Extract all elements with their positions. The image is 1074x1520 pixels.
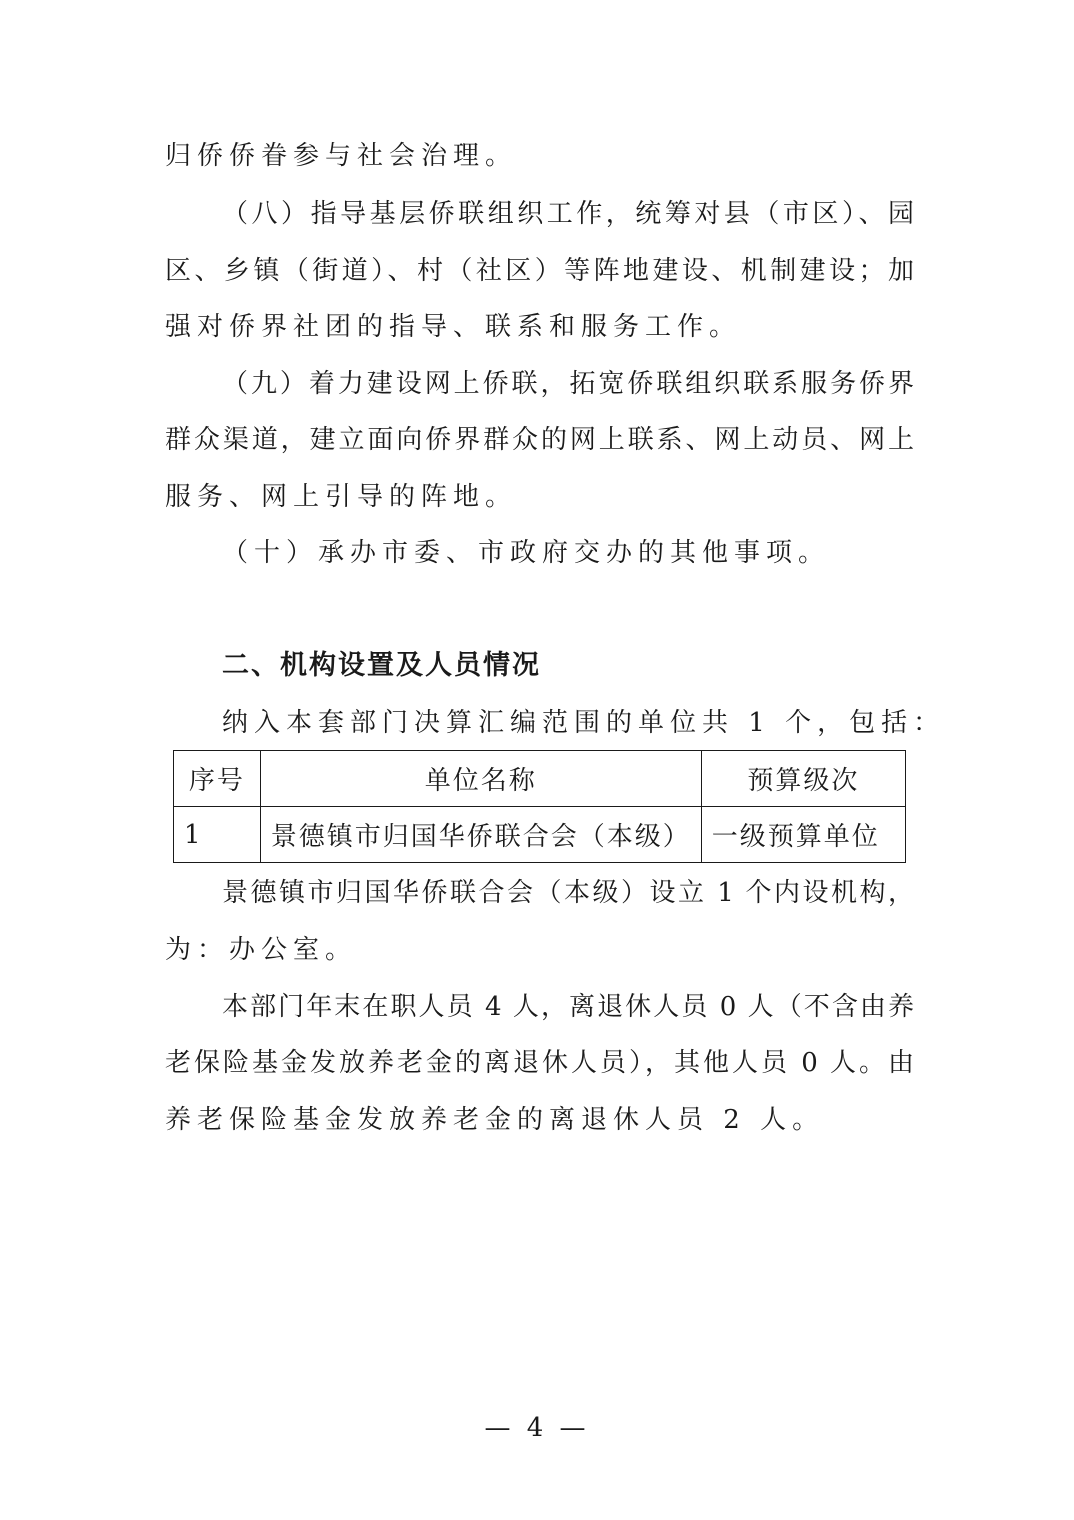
paragraph-line: 养老保险基金发放养老金的离退休人员 2 人。 [165, 1105, 825, 1135]
paragraph-line: 归侨侨眷参与社会治理。 [165, 141, 518, 171]
header-cell: 预算级次 [701, 751, 905, 807]
paragraph-line: 群众渠道，建立面向侨界群众的网上联系、网上动员、网上 [165, 425, 915, 455]
table-cell: 1 [174, 807, 261, 863]
header-cell: 单位名称 [260, 751, 701, 807]
paragraph-line: 为：办公室。 [165, 935, 358, 965]
section-heading: 二、机构设置及人员情况 [222, 650, 541, 681]
units-table [173, 750, 906, 863]
paragraph-line: 服务、网上引导的阵地。 [165, 482, 518, 512]
paragraph-line: （十）承办市委、市政府交办的其他事项。 [222, 538, 831, 568]
paragraph-line: 老保险基金发放养老金的离退休人员），其他人员 0 人。由 [165, 1048, 915, 1078]
paragraph-line: 区、乡镇（街道）、村（社区）等阵地建设、机制建设；加 [165, 256, 915, 286]
paragraph-line: 景德镇市归国华侨联合会（本级）设立 1 个内设机构， [222, 878, 915, 908]
paragraph-line: 本部门年末在职人员 4 人，离退休人员 0 人（不含由养 [222, 992, 915, 1022]
page-number: — 4 — [484, 1413, 590, 1443]
header-cell: 序号 [174, 751, 261, 807]
paragraph-line: 强对侨界社团的指导、联系和服务工作。 [165, 312, 742, 342]
table-row [174, 807, 906, 863]
paragraph-line: 纳入本套部门决算汇编范围的单位共 1 个，包括： [222, 708, 946, 738]
table-cell: 一级预算单位 [701, 807, 905, 863]
paragraph-line: （八）指导基层侨联组织工作，统筹对县（市区）、园 [222, 199, 915, 229]
table-header-row [174, 751, 906, 807]
table-cell: 景德镇市归国华侨联合会（本级） [260, 807, 701, 863]
paragraph-line: （九）着力建设网上侨联，拓宽侨联组织联系服务侨界 [222, 369, 915, 399]
